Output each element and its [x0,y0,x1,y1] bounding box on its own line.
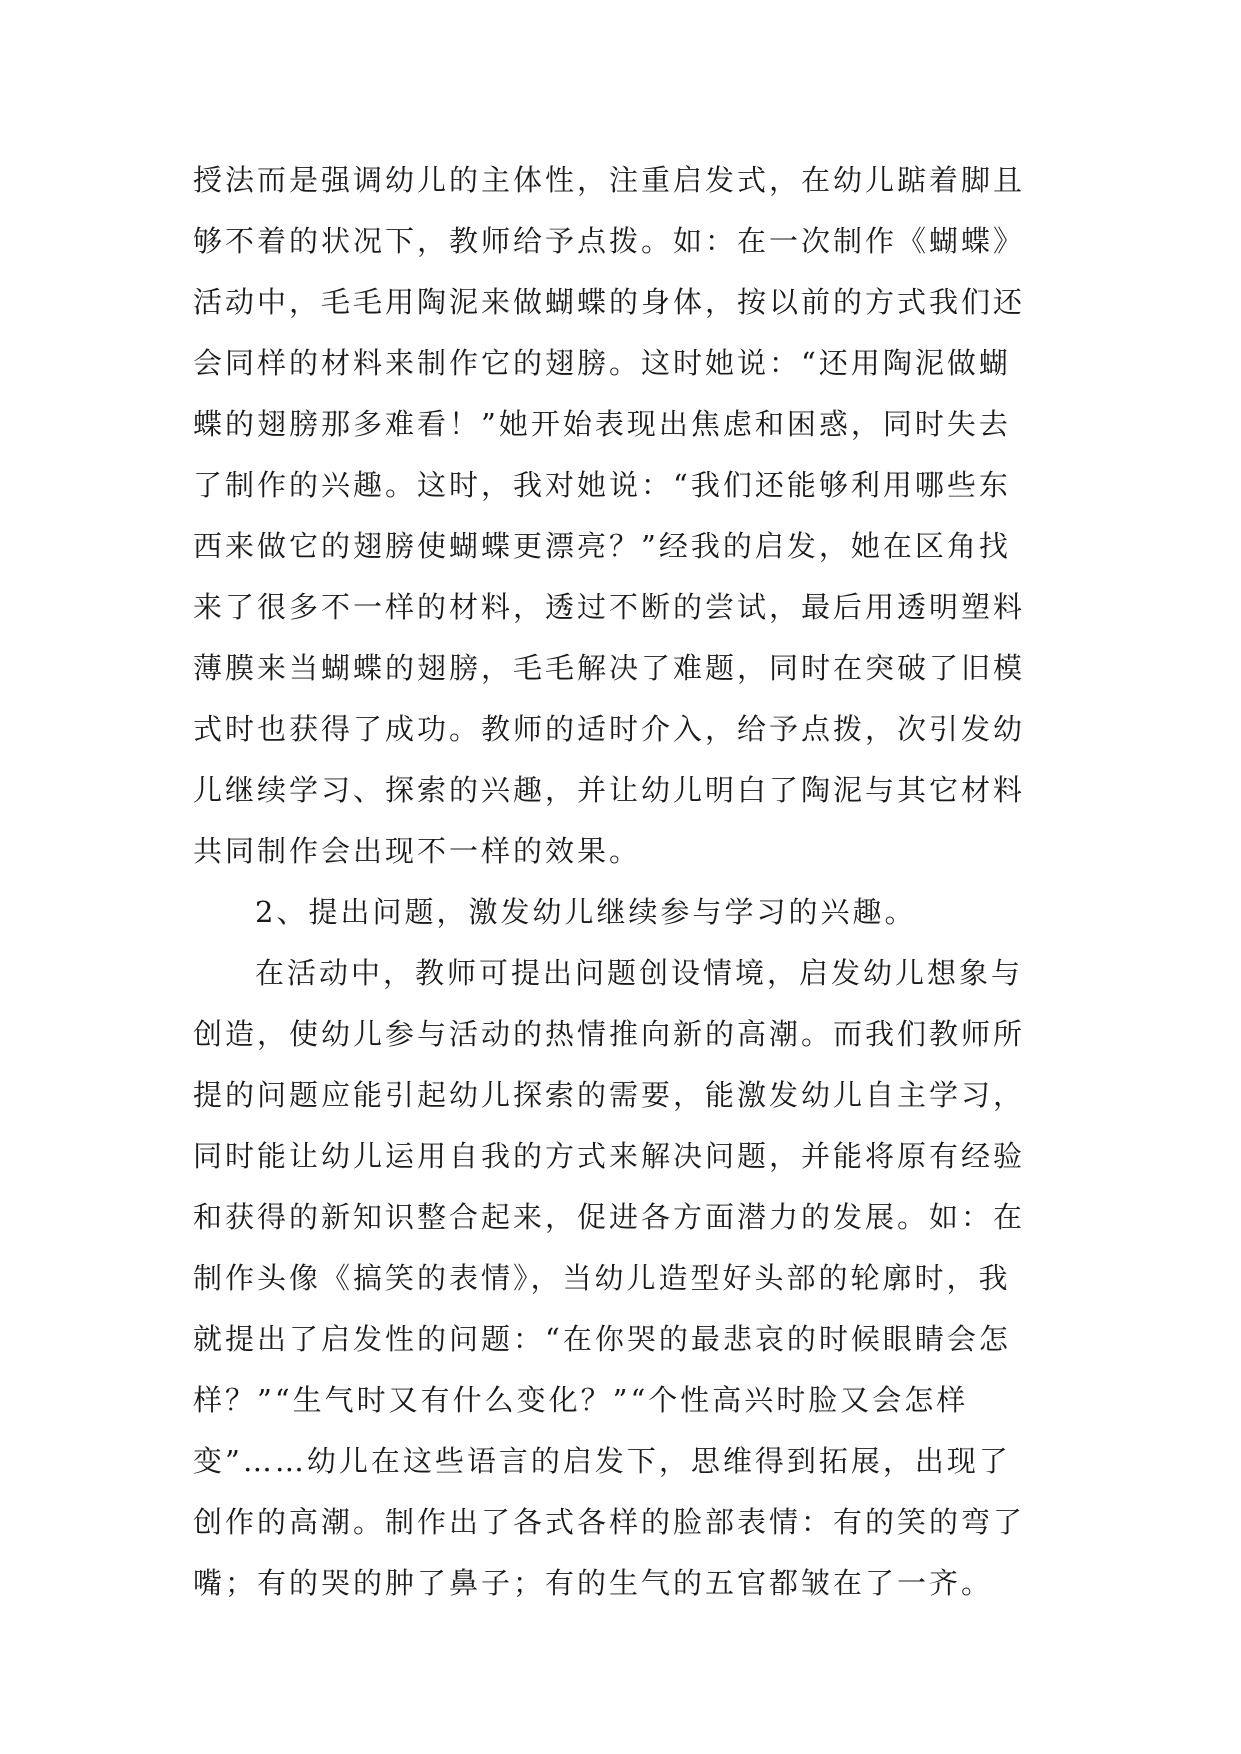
text-line: 够不着的状况下，教师给予点拨。如：在一次制作《蝴蝶》 [193,224,1026,258]
text-line: 就提出了启发性的问题：“在你哭的最悲哀的时候眼睛会怎 [193,1322,1011,1356]
text-line: 提的问题应能引起幼儿探索的需要，能激发幼儿自主学习， [193,1078,1026,1112]
text-line: 式时也获得了成功。教师的适时介入，给予点拨，次引发幼 [193,712,1026,746]
text-line: 同时能让幼儿运用自我的方式来解决问题，并能将原有经验 [193,1139,1026,1173]
text-line: 活动中，毛毛用陶泥来做蝴蝶的身体，按以前的方式我们还 [193,285,1026,319]
text-line: 了制作的兴趣。这时，我对她说：“我们还能够利用哪些东 [193,468,1011,502]
text-line: 蝶的翅膀那多难看！”她开始表现出焦虑和困惑，同时失去 [193,407,1011,441]
text-line: 来了很多不一样的材料，透过不断的尝试，最后用透明塑料 [193,590,1026,624]
text-line: 制作头像《搞笑的表情》，当幼儿造型好头部的轮廓时，我 [193,1261,1011,1295]
text-line: 薄膜来当蝴蝶的翅膀，毛毛解决了难题，同时在突破了旧模 [193,651,1026,685]
text-line: 创作的高潮。制作出了各式各样的脸部表情：有的笑的弯了 [193,1505,1026,1539]
text-line: 变”……幼儿在这些语言的启发下，思维得到拓展，出现了 [193,1444,1011,1478]
text-line: 创造，使幼儿参与活动的热情推向新的高潮。而我们教师所 [193,1017,1026,1051]
paragraph-start: 在活动中，教师可提出问题创设情境，启发幼儿想象与 [255,956,1024,990]
text-line: 西来做它的翅膀使蝴蝶更漂亮？”经我的启发，她在区角找 [193,529,1011,563]
text-line: 授法而是强调幼儿的主体性，注重启发式，在幼儿踮着脚且 [193,163,1026,197]
text-line: 和获得的新知识整合起来，促进各方面潜力的发展。如：在 [193,1200,1026,1234]
text-line: 会同样的材料来制作它的翅膀。这时她说：“还用陶泥做蝴 [193,346,1011,380]
section-heading: 2、提出问题，激发幼儿继续参与学习的兴趣。 [255,895,917,929]
text-line: 共同制作会出现不一样的效果。 [193,834,642,868]
text-line: 样？”“生气时又有什么变化？”“个性高兴时脸又会怎样 [193,1383,969,1417]
text-line: 嘴；有的哭的肿了鼻子；有的生气的五官都皱在了一齐。 [193,1566,994,1600]
text-line: 儿继续学习、探索的兴趣，并让幼儿明白了陶泥与其它材料 [193,773,1026,807]
body-text [193,150,1073,1614]
